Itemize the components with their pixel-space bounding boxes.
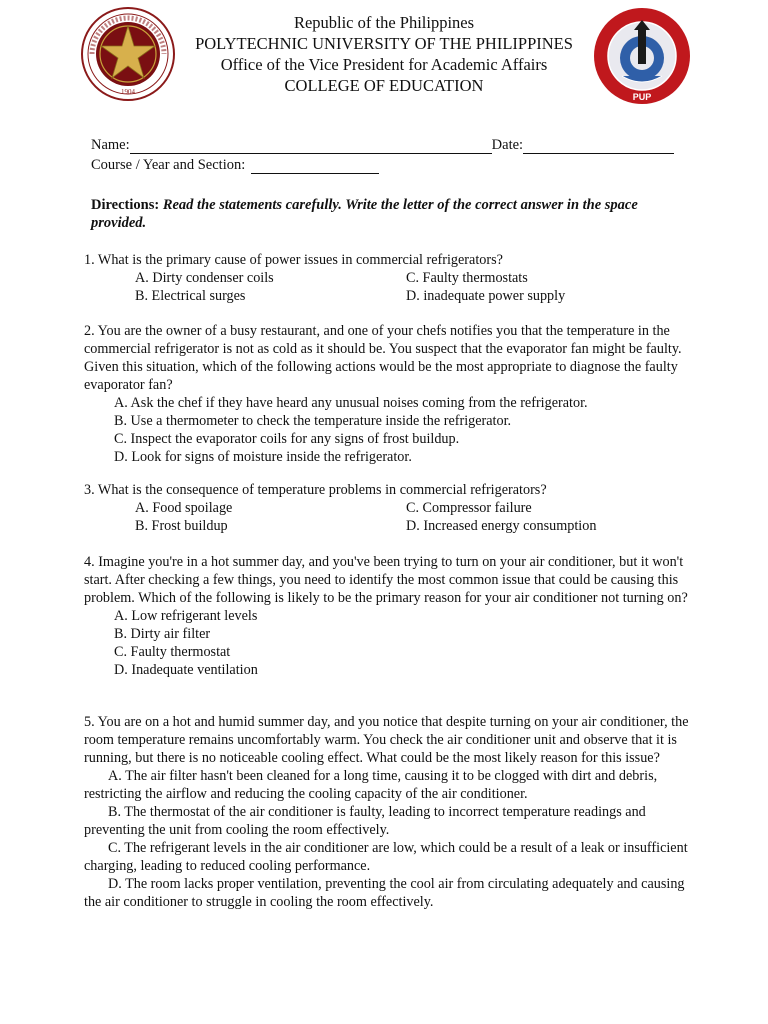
question-3 [84, 481, 690, 535]
date-line[interactable] [523, 139, 674, 154]
header-office: Office of the Vice President for Academic Affairs [220, 55, 548, 74]
option-a: A. Ask the chef if they have heard any unusual noises coming from the refrigerator. [114, 395, 588, 411]
question-stem: 2. You are the owner of a busy restaurant, and one of your chefs notifies you that the temperature in the commercial refrigerator is not as cold as it should be. You suspect that the evaporator fan might be faulty. Given this situation, which of the following actions would be the most appropriate to diagnose the faulty evaporator fan? [84, 323, 682, 393]
option-b: B. Use a thermometer to check the temperature inside the refrigerator. [114, 413, 512, 429]
question-stem: 3. What is the consequence of temperature problems in commercial refrigerators? [84, 482, 547, 498]
option-d: D. The room lacks proper ventilation, preventing the cool air from circulating adequately and causing the air conditioner to struggle in cooling the room effectively. [84, 876, 685, 910]
pup-seal-logo [80, 6, 176, 102]
name-line[interactable] [130, 139, 492, 154]
option-a: A. Dirty condenser coils [135, 270, 274, 286]
option-d: D. Inadequate ventilation [114, 662, 258, 678]
question-1 [84, 251, 690, 305]
course-line[interactable] [251, 159, 379, 174]
option-d: D. Increased energy consumption [406, 518, 597, 534]
header-republic: Republic of the Philippines [293, 13, 475, 32]
question-stem: 1. What is the primary cause of power issues in commercial refrigerators? [84, 252, 503, 268]
option-d: D. inadequate power supply [406, 288, 566, 304]
option-a: A. The air filter hasn't been cleaned for a long time, causing it to be clogged with dirt and debris, restricting the airflow and reducing the cooling capacity of the air conditioner. [84, 768, 658, 802]
option-c: C. Compressor failure [406, 500, 532, 516]
option-b: B. The thermostat of the air conditioner is faulty, leading to incorrect temperature readings and preventing the unit from cooling the room effectively. [84, 804, 646, 838]
question-stem: 4. Imagine you're in a hot summer day, and you've been trying to turn on your air conditioner, but it won't start. After checking a few things, you need to identify the most common issue that could be causing this problem. Which of the following is likely to be the primary reason for your air conditioner not turning on? [84, 554, 688, 606]
header-college: COLLEGE OF EDUCATION [284, 76, 484, 95]
question-5 [84, 713, 690, 911]
document-header [170, 12, 598, 96]
college-of-education-seal-logo [592, 6, 692, 106]
option-b: B. Dirty air filter [114, 626, 211, 642]
name-date-row [91, 134, 681, 154]
option-c: C. Faulty thermostat [114, 644, 231, 660]
course-row [91, 154, 681, 174]
question-2 [84, 322, 690, 466]
directions-text: Read the statements carefully. Write the letter of the correct answer in the space provided. [91, 197, 638, 231]
directions-label: Directions: [91, 197, 160, 213]
option-c: C. The refrigerant levels in the air conditioner are low, which could be a result of a leak or insufficient charging, leading to reduced cooling performance. [84, 840, 688, 874]
question-stem: 5. You are on a hot and humid summer day, and you notice that despite turning on your air conditioner, the room temperature remains uncomfortably warm. You check the air conditioner unit and observe that it is running, but there is no noticeable cooling effect. What could be the most likely reason for this issue? [84, 714, 689, 766]
name-label: Name: [91, 137, 130, 153]
option-d: D. Look for signs of moisture inside the refrigerator. [114, 449, 412, 465]
option-b: B. Frost buildup [135, 518, 228, 534]
header-university: POLYTECHNIC UNIVERSITY OF THE PHILIPPINES [195, 34, 573, 53]
option-a: A. Food spoilage [135, 500, 233, 516]
option-c: C. Faulty thermostats [406, 270, 528, 286]
svg-text:PUP: PUP [632, 92, 652, 102]
directions [91, 196, 691, 232]
question-4 [84, 553, 690, 679]
option-b: B. Electrical surges [135, 288, 246, 304]
question-options [135, 269, 690, 305]
option-c: C. Inspect the evaporator coils for any signs of frost buildup. [114, 431, 460, 447]
option-a: A. Low refrigerant levels [114, 608, 258, 624]
date-label: Date: [491, 137, 524, 153]
course-label: Course / Year and Section: [91, 157, 246, 173]
svg-text:1904: 1904 [121, 88, 135, 96]
student-info-fields [91, 134, 681, 174]
question-options [135, 499, 690, 535]
